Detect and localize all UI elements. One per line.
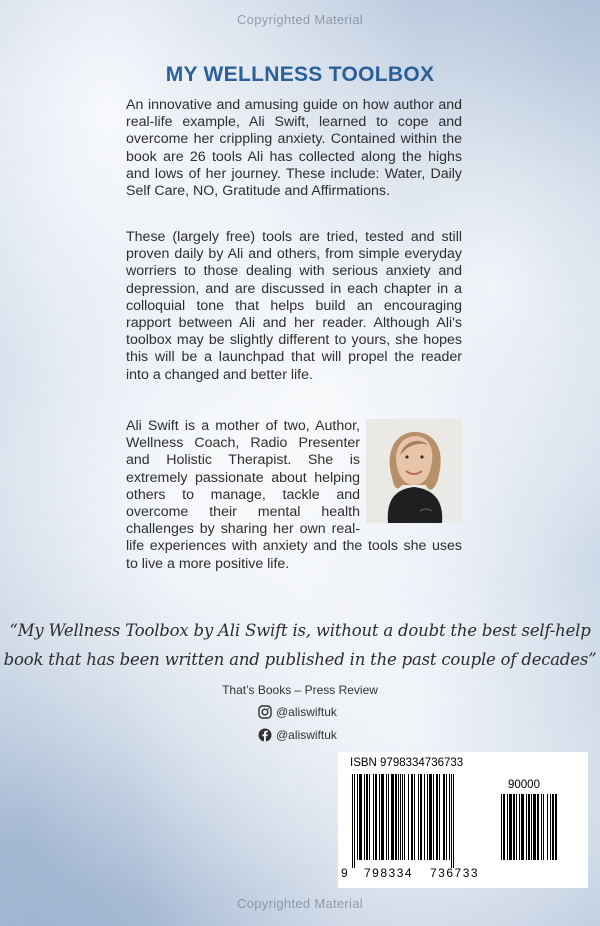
isbn-barcode [338,752,588,888]
barcode-bar [501,794,502,860]
barcode-bar [369,774,370,860]
barcode-bar [388,774,389,860]
watermark-bottom: Copyrighted Material [237,896,363,911]
barcode-bar [533,794,536,860]
barcode-bar [375,774,377,860]
quote-line-1: “My Wellness Toolbox by Ali Swift is, without a doubt the best self-help [9,621,591,640]
barcode-bar [526,794,527,860]
barcode-bar [408,774,409,860]
book-title: MY WELLNESS TOOLBOX [165,63,435,86]
barcode-bar [436,774,438,860]
author-bio-text: Ali Swift is a mother of two, Author, Wellness Coach, Radio Presenter and Holistic Therapist. She is extremely passionate about helping others to manage, tackle and overcome their mental health challenges by sharing her own real-life experiences with anxiety and the tools she uses to live a more positive life. [126,418,462,572]
quote-line-2: book that has been written and published in the past couple of decades” [3,650,597,669]
barcode-bar [443,774,445,860]
description-paragraph-2: These (largely free) tools are tried, tested and still proven daily by Ali and others, from simple everyday worriers to those dealing with serious anxiety and depression, and are discussed in each chapter in a colloquial tone that helps build an encouraging rapport between Ali and her reader. Although Ali's toolbox may be slightly different to yours, she hopes this will be a launchpad that will propel the reader into a changed and better life. [126,229,462,383]
barcode-bar [381,774,384,860]
barcode-bar [391,774,394,860]
barcode-bar [521,794,524,860]
barcode-bar [395,774,397,860]
instagram-handle: @aliswiftuk [276,705,337,719]
barcode-bar [402,774,403,860]
quote-attribution: That’s Books – Press Review [222,683,378,697]
barcode-bar [427,774,428,860]
facebook-handle: @aliswiftuk [276,728,337,742]
barcode-bar [414,774,415,860]
barcode-bar [373,774,374,860]
barcode-bar [453,774,454,868]
barcode-bar [552,794,554,860]
ean-barcode-bars [352,774,494,868]
barcode-bar [352,774,353,868]
watermark-top: Copyrighted Material [237,12,363,27]
isbn-label: ISBN 9798334736733 [350,757,464,769]
barcode-bar [404,774,405,860]
barcode-bar [439,774,440,860]
facebook-icon [258,728,272,742]
barcode-bar [516,794,517,860]
author-photo [366,419,462,523]
barcode-bar [366,774,368,860]
barcode-bar [451,774,452,868]
barcode-bar [507,794,508,860]
barcode-bar [433,774,434,860]
barcode-digit-group-1: 798334 [364,866,414,880]
barcode-bar [550,794,551,860]
barcode-bar [359,774,362,860]
barcode-digit-first: 9 [341,866,348,880]
barcode-bar [503,794,505,860]
barcode-digit-group-2: 736733 [430,866,480,880]
barcode-bar [543,794,544,860]
barcode-bar [537,794,539,860]
barcode-bar [509,794,512,860]
barcode-bar [528,794,530,860]
price-code: 90000 [508,779,540,791]
barcode-bar [400,774,401,860]
barcode-bar [386,774,387,860]
facebook-handle-row [258,728,337,742]
barcode-bar [449,774,450,860]
barcode-bar [379,774,380,860]
barcode-bar [555,794,557,860]
barcode-bar [424,774,425,860]
barcode-bar [547,794,548,860]
barcode-bar [398,774,399,860]
instagram-handle-row [258,705,337,719]
barcode-bar [354,774,355,868]
barcode-bar [357,774,358,860]
description-paragraph-1: An innovative and amusing guide on how author and real-life example, Ali Swift, learned to cope and overcome her crippling anxiety. Contained within the book are 26 tools Ali has collected along the highs and lows of her journey. These include: Water, Daily Self Care, NO, Gratitude and Affirmations. [126,97,462,200]
instagram-icon [258,705,272,719]
author-bio-block [126,418,462,573]
barcode-bar [531,794,532,860]
addon-barcode-bars [501,794,575,868]
barcode-bar [513,794,515,860]
author-portrait-image [366,419,462,523]
barcode-bar [519,794,520,860]
barcode-bar [411,774,413,860]
barcode-bar [364,774,365,860]
barcode-bar [429,774,432,860]
barcode-bar [541,794,542,860]
barcode-bar [418,774,419,860]
barcode-bar [446,774,447,860]
barcode-bar [420,774,422,860]
